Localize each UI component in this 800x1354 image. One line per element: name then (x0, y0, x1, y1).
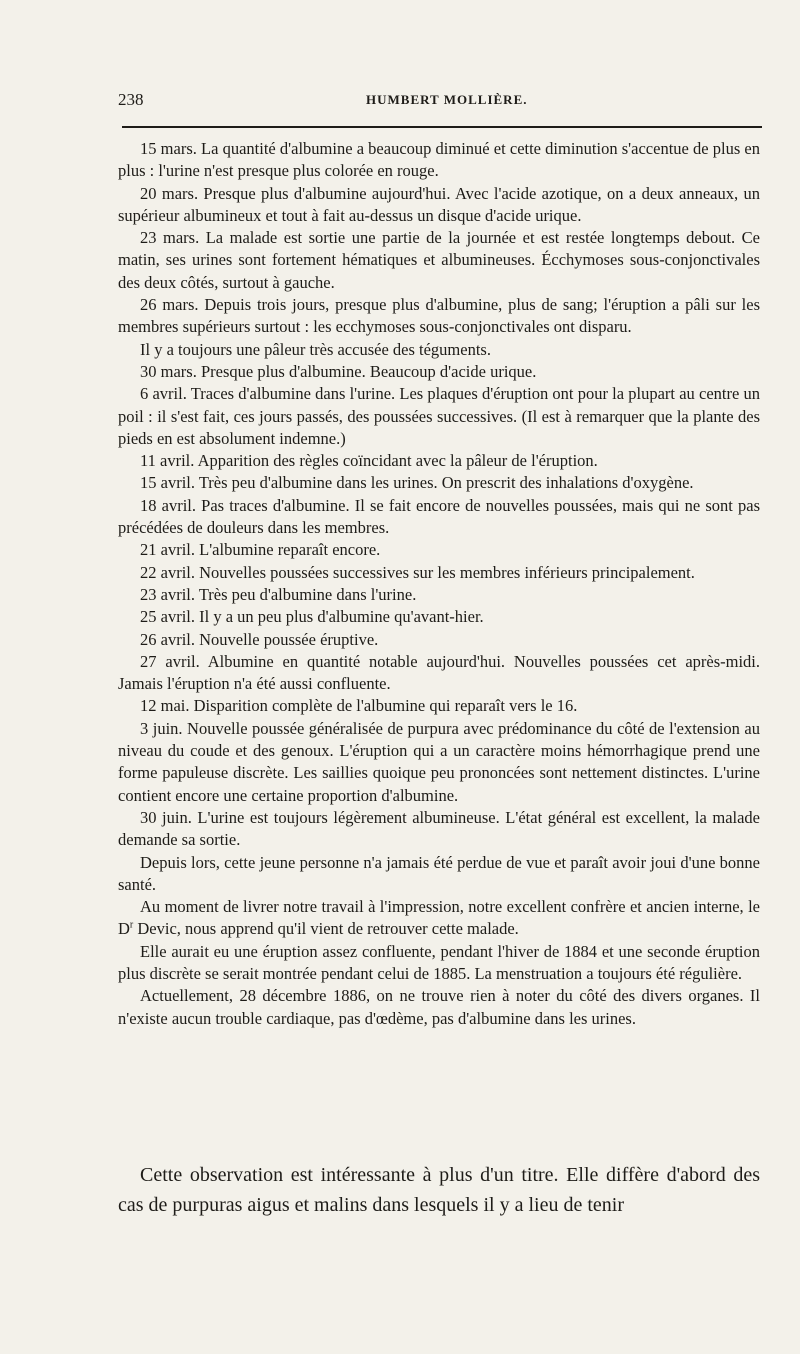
doctor-abbrev-sup: r (129, 919, 134, 931)
note-paragraph: 23 mars. La malade est sortie une partie de la journée et est restée longtemps debout. Ce matin, ses urines sont fortement hématiques et albumineuses. Écchymoses sous-conjonctivales des deux côtés, surtout à gauche. (118, 228, 760, 292)
page-header (118, 90, 758, 112)
devic-paragraph (118, 896, 760, 941)
note-paragraph: 18 avril. Pas traces d'albumine. Il se fait encore de nouvelles poussées, mais qui ne sont pas précédées de douleurs dans les membres. (118, 495, 760, 538)
note-paragraph: Elle aurait eu une éruption assez confluente, pendant l'hiver de 1884 et une seconde éruption plus discrète se serait montrée pendant celui de 1885. La menstruation a toujours été régulière. (118, 941, 760, 983)
devic-text-before: Au moment de livrer notre travail à l'impression, notre excellent confrère et ancien interne, le D (118, 897, 760, 939)
closing-text (118, 1160, 760, 1220)
devic-text-after: Devic, nous apprend qu'il vient de retrouver cette malade. (133, 919, 519, 939)
note-paragraph: 23 avril. Très peu d'albumine dans l'urine. (140, 584, 417, 604)
header-rule (122, 126, 762, 128)
page-number: 238 (118, 90, 144, 109)
note-paragraph: 3 juin. Nouvelle poussée généralisée de purpura avec prédominance du côté de l'extension au niveau du coude et des genoux. L'éruption qui a un caractère moins hémorrhagique prend une forme papuleuse discrète. Les saillies quoique peu prononcées sont nettement distinctes. L'urine contient encore une certaine proportion d'albumine. (118, 718, 760, 805)
note-paragraph: 11 avril. Apparition des règles coïncidant avec la pâleur de l'éruption. (140, 451, 598, 471)
note-paragraph: 25 avril. Il y a un peu plus d'albumine qu'avant-hier. (140, 607, 484, 627)
note-paragraph: 22 avril. Nouvelles poussées successives sur les membres inférieurs principalement. (140, 562, 695, 582)
note-paragraph: 21 avril. L'albumine reparaît encore. (140, 540, 381, 560)
note-paragraph: 30 mars. Presque plus d'albumine. Beaucoup d'acide urique. (140, 361, 537, 381)
running-head: HUMBERT MOLLIÈRE. (366, 92, 528, 107)
note-paragraph: 15 mars. La quantité d'albumine a beaucoup diminué et cette diminution s'accentue de plus en plus : l'urine n'est presque plus colorée en rouge. (118, 139, 760, 181)
note-paragraph: 15 avril. Très peu d'albumine dans les urines. On prescrit des inhalations d'oxygène. (140, 473, 694, 493)
note-paragraph: 26 avril. Nouvelle poussée éruptive. (140, 629, 379, 649)
note-paragraph: Depuis lors, cette jeune personne n'a jamais été perdue de vue et paraît avoir joui d'une bonne santé. (118, 852, 760, 894)
note-paragraph: 6 avril. Traces d'albumine dans l'urine. Les plaques d'éruption ont pour la plupart au centre un poil : il s'est fait, ces jours passés, des poussées successives. (Il est à remarquer que la plante des pieds en est absolument indemne.) (118, 384, 760, 448)
note-paragraph: Actuellement, 28 décembre 1886, on ne trouve rien à noter du côté des divers organes. Il n'existe aucun trouble cardiaque, pas d'œdème, pas d'albumine dans les urines. (118, 986, 760, 1028)
note-paragraph: 26 mars. Depuis trois jours, presque plus d'albumine, plus de sang; l'éruption a pâli sur les membres supérieurs surtout : les ecchymoses sous-conjonctivales ont disparu. (118, 295, 760, 337)
closing-paragraph: Cette observation est intéressante à plus d'un titre. Elle diffère d'abord des cas de purpuras aigus et malins dans lesquels il y a lieu de tenir (118, 1164, 760, 1216)
note-paragraph: 27 avril. Albumine en quantité notable aujourd'hui. Nouvelles poussées cet après-midi. Jamais l'éruption n'a été aussi confluente. (118, 651, 760, 694)
note-paragraph: Il y a toujours une pâleur très accusée des téguments. (140, 339, 491, 359)
note-paragraph: 30 juin. L'urine est toujours légèrement albumineuse. L'état général est excellent, la malade demande sa sortie. (118, 807, 760, 850)
note-paragraph: 20 mars. Presque plus d'albumine aujourd'hui. Avec l'acide azotique, on a deux anneaux, un supérieur albumineux et tout à fait au-dessus un disque d'acide urique. (118, 183, 760, 225)
note-paragraph: 12 mai. Disparition complète de l'albumine qui reparaît vers le 16. (140, 696, 578, 716)
observation-notes (118, 138, 760, 1030)
